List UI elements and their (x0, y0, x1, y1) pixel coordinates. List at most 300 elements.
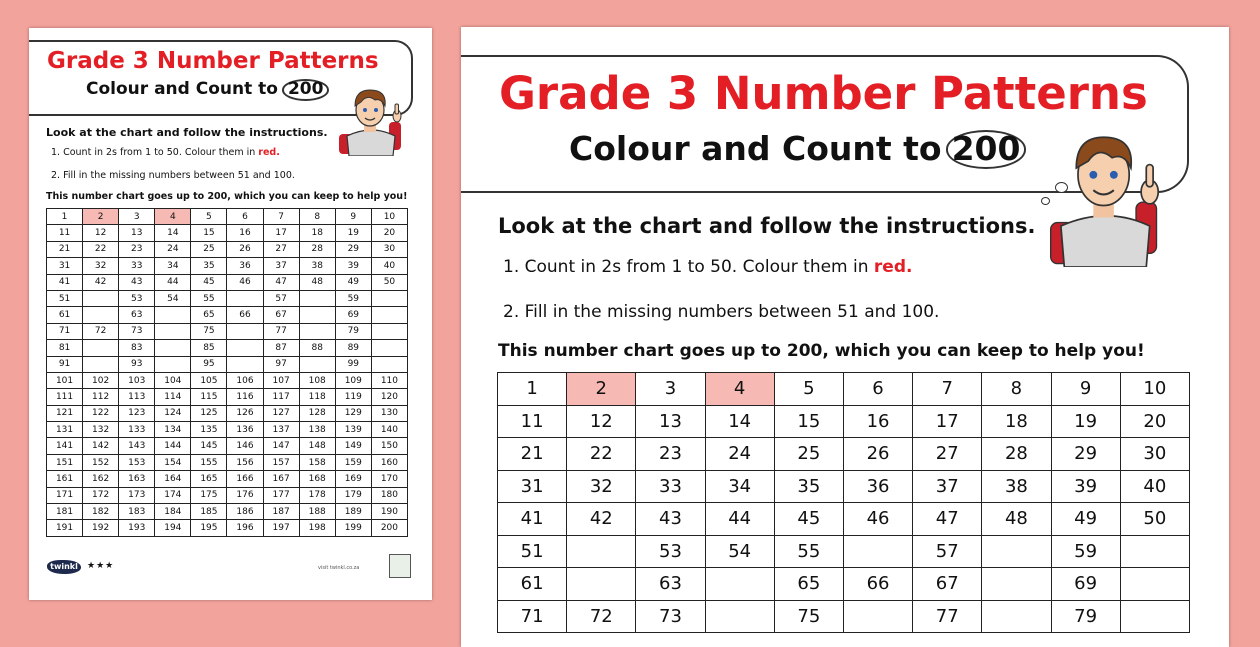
chart-cell: 118 (299, 389, 335, 405)
chart-cell: 16 (227, 225, 263, 241)
chart-cell: 136 (227, 422, 263, 438)
subtitle-number-badge: 200 (282, 79, 330, 101)
chart-cell-empty (155, 307, 191, 323)
chart-row (47, 454, 408, 470)
chart-cell: 34 (705, 470, 774, 503)
chart-cell: 88 (299, 340, 335, 356)
chart-cell: 183 (119, 504, 155, 520)
chart-cell: 160 (371, 454, 407, 470)
chart-row (47, 290, 408, 306)
chart-cell: 26 (227, 241, 263, 257)
chart-cell: 1 (47, 209, 83, 225)
chart-cell: 33 (119, 258, 155, 274)
worksheet-thumbnail (29, 28, 432, 600)
chart-row (47, 307, 408, 323)
chart-cell: 18 (299, 225, 335, 241)
chart-row (47, 274, 408, 290)
chart-cell: 21 (498, 438, 567, 471)
chart-cell: 46 (843, 503, 912, 536)
chart-cell: 123 (119, 405, 155, 421)
chart-cell: 53 (119, 290, 155, 306)
chart-row (47, 487, 408, 503)
chart-cell: 69 (335, 307, 371, 323)
chart-cell: 35 (774, 470, 843, 503)
chart-cell: 83 (119, 340, 155, 356)
chart-cell: 104 (155, 372, 191, 388)
chart-cell: 41 (47, 274, 83, 290)
chart-cell: 54 (155, 290, 191, 306)
chart-cell: 59 (335, 290, 371, 306)
chart-cell-empty (982, 568, 1051, 601)
chart-cell: 61 (47, 307, 83, 323)
chart-cell: 8 (299, 209, 335, 225)
chart-cell: 190 (371, 504, 407, 520)
worksheet-title-zoomed: Grade 3 Number Patterns (499, 67, 1148, 120)
chart-row (47, 258, 408, 274)
chart-cell: 6 (227, 209, 263, 225)
chart-cell: 15 (191, 225, 227, 241)
chart-cell: 22 (83, 241, 119, 257)
chart-cell: 105 (191, 372, 227, 388)
chart-cell: 4 (155, 209, 191, 225)
chart-cell: 77 (913, 600, 982, 633)
chart-cell-empty (299, 307, 335, 323)
chart-cell: 31 (498, 470, 567, 503)
chart-cell: 156 (227, 454, 263, 470)
chart-cell: 40 (1120, 470, 1189, 503)
boy-illustration-icon (337, 84, 407, 156)
chart-cell: 122 (83, 405, 119, 421)
chart-cell-empty (299, 290, 335, 306)
chart-cell-empty (982, 600, 1051, 633)
chart-cell: 199 (335, 520, 371, 536)
chart-cell: 49 (1051, 503, 1120, 536)
hundred-chart-zoomed (497, 372, 1190, 633)
worksheet-subtitle (86, 79, 329, 101)
chart-cell: 172 (83, 487, 119, 503)
chart-cell: 11 (47, 225, 83, 241)
chart-cell: 66 (843, 568, 912, 601)
chart-cell: 25 (774, 438, 843, 471)
chart-cell: 10 (1120, 373, 1189, 406)
chart-cell: 127 (263, 405, 299, 421)
chart-cell-empty (567, 535, 636, 568)
chart-cell: 186 (227, 504, 263, 520)
chart-cell: 49 (335, 274, 371, 290)
instruction-1-zoomed (503, 257, 912, 277)
chart-cell-empty (843, 535, 912, 568)
chart-cell-empty (843, 600, 912, 633)
chart-cell: 45 (774, 503, 843, 536)
chart-cell: 106 (227, 372, 263, 388)
chart-cell: 31 (47, 258, 83, 274)
chart-cell-empty (1120, 535, 1189, 568)
boy-illustration-icon-zoomed (1047, 127, 1167, 267)
chart-cell: 79 (1051, 600, 1120, 633)
chart-cell-empty (83, 307, 119, 323)
chart-cell: 6 (843, 373, 912, 406)
chart-cell: 65 (774, 568, 843, 601)
chart-cell: 152 (83, 454, 119, 470)
chart-cell: 13 (119, 225, 155, 241)
chart-cell: 32 (83, 258, 119, 274)
chart-cell: 176 (227, 487, 263, 503)
chart-cell: 139 (335, 422, 371, 438)
chart-cell: 20 (371, 225, 407, 241)
chart-cell: 129 (335, 405, 371, 421)
chart-cell: 81 (47, 340, 83, 356)
chart-cell: 150 (371, 438, 407, 454)
instruction-1-highlight: red. (258, 147, 280, 158)
chart-row (498, 600, 1190, 633)
chart-cell: 155 (191, 454, 227, 470)
chart-cell: 125 (191, 405, 227, 421)
chart-cell-empty (299, 356, 335, 372)
chart-cell: 113 (119, 389, 155, 405)
chart-cell: 154 (155, 454, 191, 470)
chart-cell: 157 (263, 454, 299, 470)
chart-cell: 42 (83, 274, 119, 290)
chart-cell: 141 (47, 438, 83, 454)
chart-cell: 115 (191, 389, 227, 405)
chart-cell: 46 (227, 274, 263, 290)
chart-cell: 189 (335, 504, 371, 520)
chart-cell: 22 (567, 438, 636, 471)
chart-cell: 19 (335, 225, 371, 241)
chart-cell-empty (705, 568, 774, 601)
chart-cell-empty (371, 307, 407, 323)
chart-cell-empty (155, 356, 191, 372)
chart-cell: 73 (636, 600, 705, 633)
twinkl-logo: twinkl (47, 560, 81, 574)
chart-cell: 175 (191, 487, 227, 503)
chart-row (498, 405, 1190, 438)
chart-cell-empty (371, 340, 407, 356)
instructions-heading: Look at the chart and follow the instructions. (46, 126, 328, 139)
chart-note: This number chart goes up to 200, which you can keep to help you! (46, 191, 408, 202)
chart-cell: 48 (982, 503, 1051, 536)
chart-cell-empty (705, 600, 774, 633)
chart-cell: 3 (119, 209, 155, 225)
chart-cell: 147 (263, 438, 299, 454)
chart-cell: 89 (335, 340, 371, 356)
chart-cell: 33 (636, 470, 705, 503)
chart-cell: 43 (119, 274, 155, 290)
chart-cell: 9 (1051, 373, 1120, 406)
chart-cell: 9 (335, 209, 371, 225)
chart-cell-empty (227, 323, 263, 339)
chart-note-zoomed: This number chart goes up to 200, which you can keep to help you! (498, 341, 1145, 361)
difficulty-stars: ★★★ (87, 561, 115, 571)
chart-cell: 110 (371, 372, 407, 388)
chart-cell: 63 (636, 568, 705, 601)
chart-cell: 48 (299, 274, 335, 290)
chart-cell: 191 (47, 520, 83, 536)
chart-cell: 66 (227, 307, 263, 323)
chart-cell: 51 (47, 290, 83, 306)
chart-cell: 24 (155, 241, 191, 257)
chart-cell: 10 (371, 209, 407, 225)
instruction-1-text-zoomed: 1. Count in 2s from 1 to 50. Colour them in (503, 257, 874, 277)
chart-cell: 11 (498, 405, 567, 438)
chart-cell: 111 (47, 389, 83, 405)
chart-cell-empty (371, 323, 407, 339)
chart-cell: 12 (83, 225, 119, 241)
chart-cell: 55 (774, 535, 843, 568)
chart-cell: 170 (371, 471, 407, 487)
chart-cell: 151 (47, 454, 83, 470)
chart-cell: 16 (843, 405, 912, 438)
instructions-heading-zoomed: Look at the chart and follow the instructions. (498, 214, 1036, 238)
chart-cell: 149 (335, 438, 371, 454)
chart-row (47, 340, 408, 356)
chart-cell: 28 (299, 241, 335, 257)
chart-cell: 194 (155, 520, 191, 536)
chart-cell: 103 (119, 372, 155, 388)
chart-cell: 193 (119, 520, 155, 536)
chart-cell: 23 (636, 438, 705, 471)
chart-cell: 57 (913, 535, 982, 568)
chart-cell: 59 (1051, 535, 1120, 568)
chart-cell: 13 (636, 405, 705, 438)
chart-row (47, 389, 408, 405)
chart-cell: 140 (371, 422, 407, 438)
chart-cell: 19 (1051, 405, 1120, 438)
chart-cell: 179 (335, 487, 371, 503)
chart-cell: 187 (263, 504, 299, 520)
chart-cell: 145 (191, 438, 227, 454)
chart-cell: 132 (83, 422, 119, 438)
chart-cell: 50 (371, 274, 407, 290)
chart-cell: 196 (227, 520, 263, 536)
chart-cell: 184 (155, 504, 191, 520)
chart-cell: 12 (567, 405, 636, 438)
chart-cell: 38 (299, 258, 335, 274)
chart-cell: 25 (191, 241, 227, 257)
chart-cell: 7 (263, 209, 299, 225)
instruction-2: 2. Fill in the missing numbers between 51 and 100. (51, 170, 295, 181)
chart-cell: 188 (299, 504, 335, 520)
chart-cell: 102 (83, 372, 119, 388)
chart-cell: 67 (263, 307, 299, 323)
chart-cell: 91 (47, 356, 83, 372)
instruction-1 (51, 147, 280, 158)
chart-cell: 24 (705, 438, 774, 471)
chart-cell: 79 (335, 323, 371, 339)
chart-row (498, 535, 1190, 568)
chart-row (47, 504, 408, 520)
chart-cell: 5 (191, 209, 227, 225)
chart-cell: 37 (263, 258, 299, 274)
chart-cell: 99 (335, 356, 371, 372)
chart-cell: 67 (913, 568, 982, 601)
chart-cell: 107 (263, 372, 299, 388)
chart-cell: 75 (774, 600, 843, 633)
chart-cell: 20 (1120, 405, 1189, 438)
footer-url: visit twinkl.co.za (318, 565, 360, 571)
chart-cell: 73 (119, 323, 155, 339)
chart-cell: 14 (155, 225, 191, 241)
chart-cell: 153 (119, 454, 155, 470)
chart-cell: 47 (913, 503, 982, 536)
chart-cell: 23 (119, 241, 155, 257)
chart-cell: 174 (155, 487, 191, 503)
chart-cell: 180 (371, 487, 407, 503)
chart-cell: 27 (913, 438, 982, 471)
chart-cell-empty (299, 323, 335, 339)
chart-row (47, 241, 408, 257)
chart-cell: 120 (371, 389, 407, 405)
chart-cell-empty (227, 340, 263, 356)
chart-cell: 148 (299, 438, 335, 454)
chart-cell: 41 (498, 503, 567, 536)
subtitle-number-badge-zoomed: 200 (946, 130, 1027, 169)
chart-cell: 197 (263, 520, 299, 536)
chart-cell: 3 (636, 373, 705, 406)
chart-cell: 177 (263, 487, 299, 503)
chart-cell: 126 (227, 405, 263, 421)
chart-cell: 30 (371, 241, 407, 257)
chart-cell: 137 (263, 422, 299, 438)
chart-row (498, 373, 1190, 406)
chart-cell: 165 (191, 471, 227, 487)
instruction-2-zoomed: 2. Fill in the missing numbers between 51 and 100. (503, 302, 940, 322)
chart-row (498, 568, 1190, 601)
chart-cell: 71 (47, 323, 83, 339)
chart-cell: 162 (83, 471, 119, 487)
chart-cell: 135 (191, 422, 227, 438)
chart-cell: 72 (567, 600, 636, 633)
chart-cell: 1 (498, 373, 567, 406)
chart-cell: 7 (913, 373, 982, 406)
chart-cell-empty (371, 356, 407, 372)
chart-cell: 158 (299, 454, 335, 470)
chart-cell: 8 (982, 373, 1051, 406)
chart-cell: 169 (335, 471, 371, 487)
chart-cell: 72 (83, 323, 119, 339)
chart-row (47, 372, 408, 388)
chart-cell: 124 (155, 405, 191, 421)
chart-cell: 93 (119, 356, 155, 372)
chart-cell: 200 (371, 520, 407, 536)
chart-cell: 43 (636, 503, 705, 536)
subtitle-text: Colour and Count to (86, 79, 278, 99)
chart-cell-empty (227, 356, 263, 372)
chart-cell: 5 (774, 373, 843, 406)
chart-cell: 32 (567, 470, 636, 503)
chart-cell-empty (83, 356, 119, 372)
qr-code-icon (389, 554, 411, 578)
chart-cell: 161 (47, 471, 83, 487)
chart-cell-empty (83, 340, 119, 356)
chart-cell: 18 (982, 405, 1051, 438)
chart-cell: 27 (263, 241, 299, 257)
chart-cell: 61 (498, 568, 567, 601)
chart-cell: 114 (155, 389, 191, 405)
chart-cell: 17 (913, 405, 982, 438)
chart-cell-empty (567, 568, 636, 601)
chart-cell-empty (83, 290, 119, 306)
chart-cell: 101 (47, 372, 83, 388)
chart-cell: 26 (843, 438, 912, 471)
worksheet-title: Grade 3 Number Patterns (47, 48, 379, 74)
chart-cell: 39 (1051, 470, 1120, 503)
chart-cell: 35 (191, 258, 227, 274)
chart-cell: 128 (299, 405, 335, 421)
chart-cell: 21 (47, 241, 83, 257)
chart-cell: 14 (705, 405, 774, 438)
chart-row (47, 209, 408, 225)
chart-cell-empty (155, 340, 191, 356)
chart-cell: 164 (155, 471, 191, 487)
chart-row (47, 520, 408, 536)
chart-cell: 39 (335, 258, 371, 274)
chart-row (47, 422, 408, 438)
chart-cell: 168 (299, 471, 335, 487)
chart-cell: 108 (299, 372, 335, 388)
chart-cell: 65 (191, 307, 227, 323)
chart-cell: 38 (982, 470, 1051, 503)
chart-cell: 45 (191, 274, 227, 290)
chart-cell: 198 (299, 520, 335, 536)
chart-cell: 36 (843, 470, 912, 503)
chart-cell: 87 (263, 340, 299, 356)
chart-cell: 53 (636, 535, 705, 568)
chart-cell: 173 (119, 487, 155, 503)
chart-cell: 167 (263, 471, 299, 487)
instruction-1-highlight-zoomed: red. (873, 257, 913, 277)
chart-cell: 51 (498, 535, 567, 568)
chart-cell: 133 (119, 422, 155, 438)
chart-cell: 159 (335, 454, 371, 470)
chart-cell-empty (982, 535, 1051, 568)
chart-cell: 4 (705, 373, 774, 406)
chart-cell-empty (371, 290, 407, 306)
chart-cell: 163 (119, 471, 155, 487)
chart-cell: 121 (47, 405, 83, 421)
chart-cell: 143 (119, 438, 155, 454)
chart-cell: 2 (83, 209, 119, 225)
chart-cell: 57 (263, 290, 299, 306)
chart-cell: 178 (299, 487, 335, 503)
chart-cell: 55 (191, 290, 227, 306)
chart-cell: 42 (567, 503, 636, 536)
chart-row (498, 503, 1190, 536)
chart-cell: 138 (299, 422, 335, 438)
chart-cell: 97 (263, 356, 299, 372)
chart-cell: 116 (227, 389, 263, 405)
chart-cell: 182 (83, 504, 119, 520)
chart-cell: 134 (155, 422, 191, 438)
chart-cell: 144 (155, 438, 191, 454)
chart-cell: 117 (263, 389, 299, 405)
chart-cell: 166 (227, 471, 263, 487)
chart-row (47, 405, 408, 421)
chart-cell: 171 (47, 487, 83, 503)
chart-row (47, 471, 408, 487)
chart-cell: 192 (83, 520, 119, 536)
chart-cell: 47 (263, 274, 299, 290)
chart-cell: 29 (335, 241, 371, 257)
chart-cell: 69 (1051, 568, 1120, 601)
chart-cell: 50 (1120, 503, 1189, 536)
chart-cell: 15 (774, 405, 843, 438)
chart-cell: 44 (705, 503, 774, 536)
instruction-1-text: 1. Count in 2s from 1 to 50. Colour them in (51, 147, 259, 158)
chart-cell-empty (1120, 600, 1189, 633)
chart-cell: 142 (83, 438, 119, 454)
chart-cell: 63 (119, 307, 155, 323)
